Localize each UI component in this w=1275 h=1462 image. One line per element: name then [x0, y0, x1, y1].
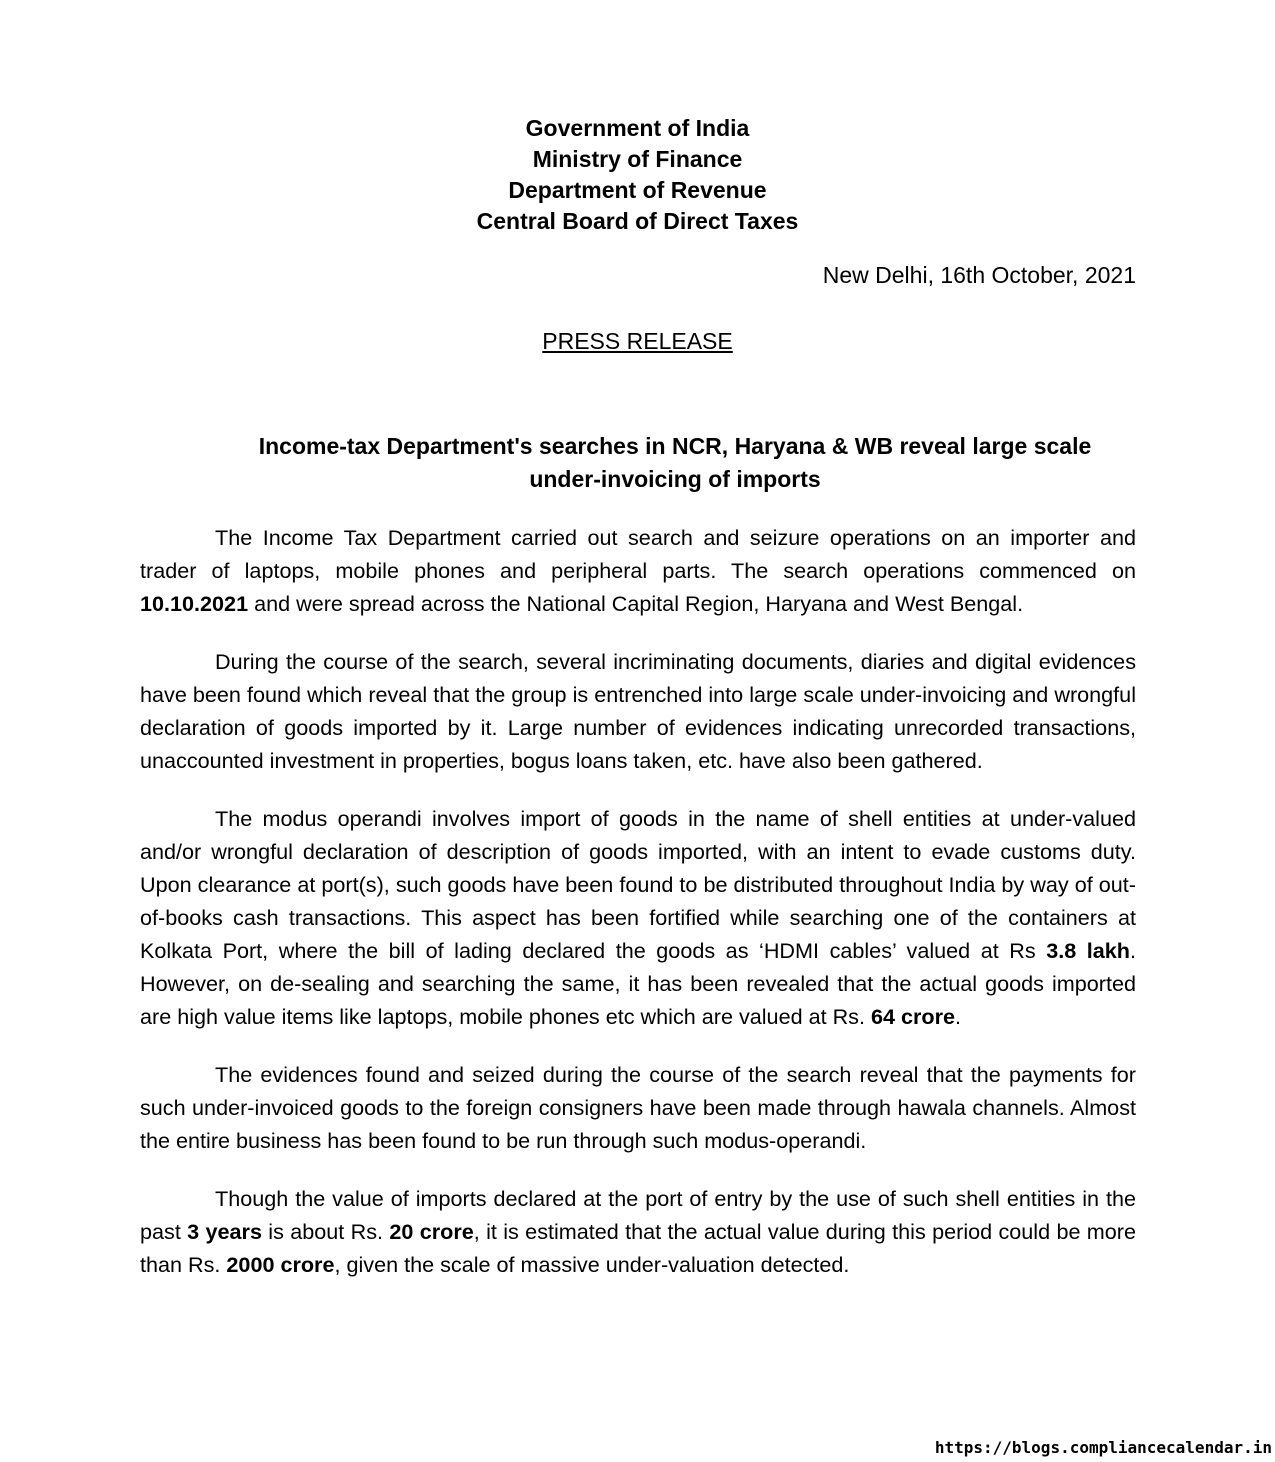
paragraph-5-text-e: , given the scale of massive under-valuation detected.: [334, 1251, 850, 1277]
search-start-date: 10.10.2021: [140, 591, 249, 617]
letterhead-department: Department of Revenue: [508, 177, 767, 203]
letterhead-board: Central Board of Direct Taxes: [476, 208, 799, 234]
estimated-actual-value: 2000 crore: [226, 1251, 335, 1277]
paragraph-3-text-a: The modus operandi involves import of goods in the name of shell entities at under-valued and/or wrongful declaration of description of goods imported, with an intent to evade customs duty. Upon clearance at port(s), such goods have been found to be distributed throughout India by way of out-of-books cash transactions. This aspect has been fortified while searching one of the containers at Kolkata Port, where the bill of lading declared the goods as ‘HDMI cables’ valued at Rs: [140, 805, 1136, 964]
paragraph-3: [140, 802, 1136, 1034]
press-release-body: [140, 521, 1136, 1305]
dateline: New Delhi, 16th October, 2021: [822, 262, 1136, 288]
press-release-headline: Income-tax Department's searches in NCR, Haryana & WB reveal large scale under-invoicing of imports: [258, 433, 1092, 492]
paragraph-1-text-a: The Income Tax Department carried out search and seizure operations on an importer and trader of laptops, mobile phones and peripheral parts. The search operations commenced on: [140, 525, 1136, 584]
period-years: 3 years: [187, 1218, 262, 1244]
paragraph-4: The evidences found and seized during the course of the search reveal that the payments for such under-invoiced goods to the foreign consigners have been made through hawala channels. Almost the entire business has been found to be run through such modus-operandi.: [140, 1061, 1136, 1153]
declared-value: 3.8 lakh: [1046, 938, 1130, 964]
letterhead-ministry: Ministry of Finance: [532, 146, 743, 172]
paragraph-5-text-d: , it is estimated that the actual value during this period could be more than Rs.: [140, 1218, 1137, 1277]
paragraph-5-text-c: is about Rs.: [261, 1218, 390, 1244]
paragraph-1-text-c: and were spread across the National Capital Region, Haryana and West Bengal.: [248, 591, 1024, 617]
paragraph-1: [140, 521, 1136, 620]
letterhead-government: Government of India: [525, 115, 750, 141]
paragraph-3-text-c: . However, on de-sealing and searching the same, it has been revealed that the actual goods imported are high value items like laptops, mobile phones etc which are valued at Rs.: [140, 938, 1136, 1030]
paragraph-5-text-a: Though the value of imports declared at the port of entry by the use of such shell entities in the past: [140, 1185, 1136, 1244]
actual-value: 64 crore: [870, 1004, 956, 1030]
paragraph-3-text-d: .: [955, 1004, 962, 1030]
source-url-watermark: https://blogs.compliancecalendar.in: [934, 1438, 1272, 1457]
document-type-heading: PRESS RELEASE: [542, 328, 733, 354]
paragraph-5: [140, 1182, 1136, 1281]
letterhead: [0, 113, 1275, 237]
paragraph-2: During the course of the search, several incriminating documents, diaries and digital evidences have been found which reveal that the group is entrenched into large scale under-invoicing and wrongful declaration of goods imported by it. Large number of evidences indicating unrecorded transactions, unaccounted investment in properties, bogus loans taken, etc. have also been gathered.: [140, 648, 1136, 774]
declared-imports-value: 20 crore: [389, 1218, 474, 1244]
